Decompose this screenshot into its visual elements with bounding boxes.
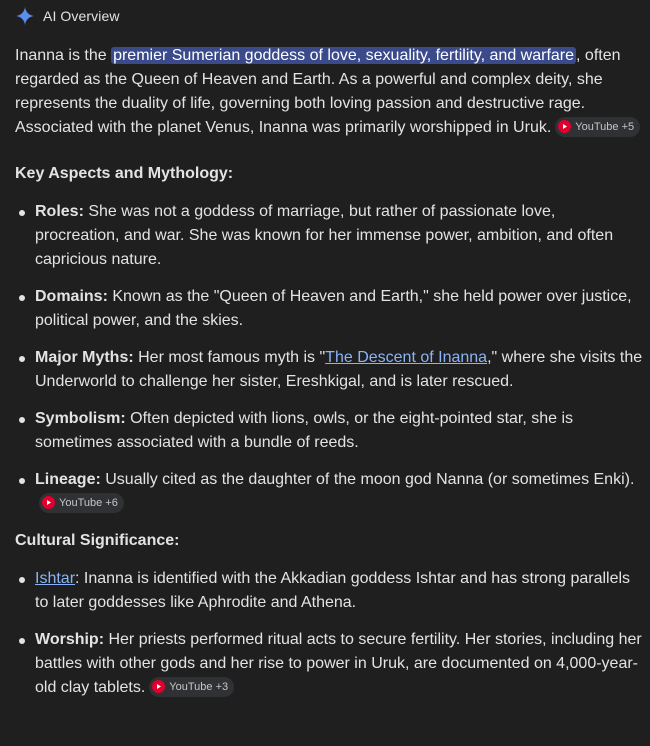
item-term: Lineage:	[35, 471, 101, 488]
ai-overview-title: AI Overview	[43, 8, 120, 24]
item-text: : Inanna is identified with the Akkadian goddess Ishtar and has strong parallels to later goddesses like Aphrodite and Athena.	[35, 570, 631, 611]
item-text: Usually cited as the daughter of the moon god Nanna (or sometimes Enki).	[100, 471, 635, 488]
youtube-icon	[152, 680, 165, 693]
intro-rest: , often regarded as the Queen of Heaven and Earth. As a powerful and complex deity, she represents the duality of life, governing both loving passion and destructive rage. Associated with the planet Venus, Inanna was primarily worshipped in Uruk.	[15, 47, 621, 136]
cultural-significance-list	[15, 567, 643, 700]
sparkle-icon	[15, 6, 35, 26]
intro-highlight: premier Sumerian goddess of love, sexuality, fertility, and warfare	[113, 47, 575, 64]
ai-overview-panel	[15, 0, 643, 713]
list-item	[15, 567, 643, 615]
item-term: Worship:	[35, 631, 105, 648]
item-text-post: ," where she visits the Underworld to challenge her sister, Ereshkigal, and is later rescued.	[35, 349, 643, 390]
source-chip-intro[interactable]	[555, 117, 640, 137]
source-chip-lineage[interactable]	[39, 493, 124, 513]
item-text: Known as the "Queen of Heaven and Earth," she held power over justice, political power, and the skies.	[35, 288, 632, 329]
list-item	[15, 468, 643, 516]
item-term: Domains:	[35, 288, 108, 305]
list-item	[15, 628, 643, 700]
youtube-icon	[42, 496, 55, 509]
youtube-icon	[558, 120, 571, 133]
item-text: She was not a goddess of marriage, but rather of passionate love, procreation, and war. She was known for her immense power, ambition, and often capricious nature.	[35, 203, 614, 268]
source-chip-worship[interactable]	[149, 677, 234, 697]
source-chip-label: YouTube +5	[575, 120, 635, 133]
list-item	[15, 346, 643, 394]
item-text-pre: Her most famous myth is "	[133, 349, 326, 366]
item-term: Symbolism:	[35, 410, 126, 427]
source-chip-label: YouTube +6	[59, 496, 118, 509]
ai-overview-header	[15, 0, 643, 32]
item-term: Major Myths:	[35, 349, 134, 366]
intro-paragraph	[15, 44, 643, 140]
source-chip-label: YouTube +3	[169, 680, 229, 693]
intro-lead: Inanna is the	[15, 47, 112, 64]
section-heading-cultural: Cultural Significance:	[15, 532, 180, 549]
item-text: Often depicted with lions, owls, or the eight-pointed star, she is sometimes associated with a bundle of reeds.	[35, 410, 574, 451]
section-heading-key-aspects: Key Aspects and Mythology:	[15, 165, 234, 182]
item-text: Her priests performed ritual acts to secure fertility. Her stories, including her battles with other gods and her rise to power in Uruk, are documented on 4,000-year-old clay tablets.	[35, 631, 642, 696]
list-item	[15, 407, 643, 455]
list-item	[15, 200, 643, 272]
list-item	[15, 285, 643, 333]
descent-of-inanna-link[interactable]: The Descent of Inanna	[325, 349, 488, 366]
ishtar-link[interactable]: Ishtar	[35, 570, 76, 587]
key-aspects-list	[15, 200, 643, 516]
item-term: Roles:	[35, 203, 84, 220]
